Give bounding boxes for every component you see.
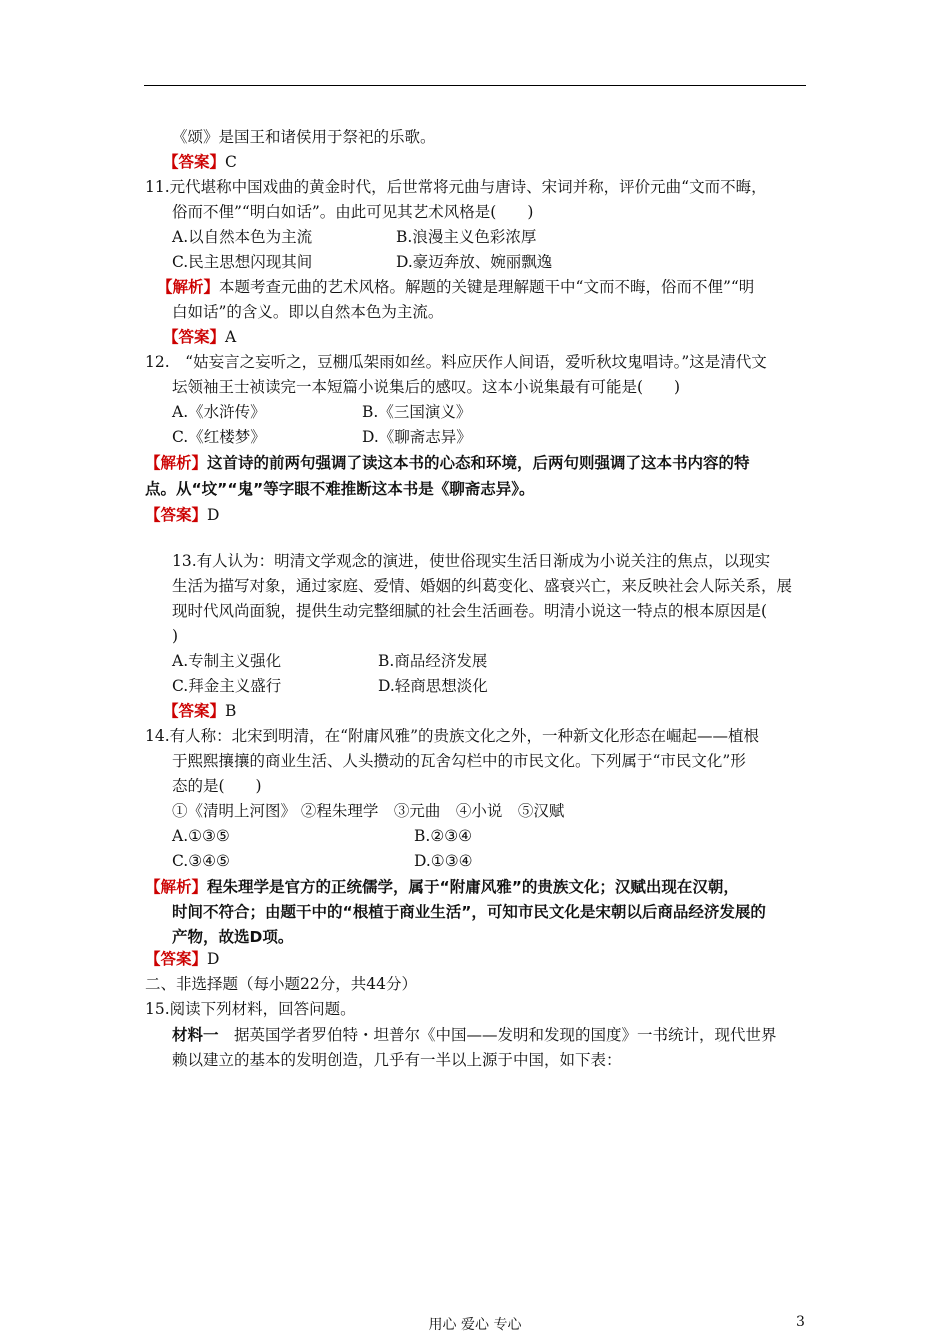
analysis-line — [145, 876, 739, 898]
analysis-tag: 【解析】 — [145, 454, 208, 472]
analysis-text: 这首诗的前两句强调了读这本书的心态和环境，后两句则强调了这本书内容的特 — [207, 454, 750, 472]
question-line: 生活为描写对象，通过家庭、爱情、婚姻的纠葛变化、盛衰兴亡，来反映社会人际关系，展 — [172, 577, 793, 595]
option-a: A.《水浒传》 — [172, 403, 266, 421]
answer-tag: 【答案】 — [163, 327, 226, 346]
question-line: 于熙熙攘攘的商业生活、人头攒动的瓦舍勾栏中的市民文化。下列属于“市民文化”形 — [172, 752, 746, 770]
question-line: 12. “姑妄言之妄听之，豆棚瓜架雨如丝。料应厌作人间语，爱听秋坟鬼唱诗。”这是清代文 — [145, 353, 767, 371]
page-number: 3 — [796, 1314, 805, 1330]
answer-line — [163, 151, 237, 173]
question-line: ) — [172, 627, 179, 645]
answer-tag: 【答案】 — [145, 505, 208, 524]
analysis-line: 产物，故选D项。 — [172, 928, 294, 946]
analysis-text: 程朱理学是官方的正统儒学，属于“附庸风雅”的贵族文化；汉赋出现在汉朝， — [207, 878, 739, 896]
footer-motto: 用心 爱心 专心 — [428, 1317, 522, 1333]
question-line: 11.元代堪称中国戏曲的黄金时代，后世常将元曲与唐诗、宋词并称，评价元曲“文而不晦， — [145, 178, 767, 196]
option-d: D.《聊斋志异》 — [362, 428, 472, 446]
material-text: 据英国学者罗伯特・坦普尔《中国——发明和发现的国度》一书统计，现代世界 — [218, 1026, 777, 1044]
analysis-line: 时间不符合；由题干中的“根植于商业生活”，可知市民文化是宋朝以后商品经济发展的 — [172, 903, 766, 921]
option-c: C.③④⑤ — [172, 852, 230, 870]
text-line: 《颂》是国王和诸侯用于祭祀的乐歌。 — [172, 128, 436, 146]
question-line: 14.有人称：北宋到明清，在“附庸风雅”的贵族文化之外，一种新文化形态在崛起——植根 — [145, 727, 760, 745]
analysis-line: 点。从“坟”“鬼”等字眼不难推断这本书是《聊斋志异》。 — [145, 480, 535, 498]
material-label: 材料一 — [172, 1025, 219, 1044]
analysis-tag: 【解析】 — [157, 277, 220, 296]
analysis-tag: 【解析】 — [145, 878, 208, 896]
answer-line — [145, 504, 219, 526]
option-a: A.专制主义强化 — [172, 652, 282, 670]
option-b: B.浪漫主义色彩浓厚 — [396, 228, 537, 246]
option-a: A.以自然本色为主流 — [172, 228, 313, 246]
option-b: B.商品经济发展 — [378, 652, 488, 670]
option-b: B.②③④ — [414, 827, 473, 845]
question-line: 13.有人认为：明清文学观念的演进，使世俗现实生活日渐成为小说关注的焦点，以现实 — [172, 552, 771, 570]
option-a: A.①③⑤ — [172, 827, 230, 845]
answer-line — [163, 326, 236, 348]
answer-tag: 【答案】 — [145, 949, 208, 968]
analysis-line — [157, 276, 754, 298]
option-d: D.①③④ — [414, 852, 473, 870]
answer-value: C — [225, 153, 237, 171]
question-line: 态的是( ) — [172, 777, 262, 795]
answer-value: B — [225, 702, 237, 720]
section-heading: 二、非选择题（每小题22分，共44分） — [145, 975, 417, 993]
answer-value: A — [225, 328, 237, 346]
material-line: 赖以建立的基本的发明创造，几乎有一半以上源于中国，如下表： — [172, 1051, 622, 1069]
option-c: C.《红楼梦》 — [172, 428, 266, 446]
analysis-line — [145, 452, 750, 474]
option-b: B.《三国演义》 — [362, 403, 472, 421]
answer-tag: 【答案】 — [163, 701, 226, 720]
question-line: 15.阅读下列材料，回答问题。 — [145, 1000, 356, 1018]
answer-tag: 【答案】 — [163, 152, 226, 171]
header-rule — [144, 85, 806, 86]
option-c: C.拜金主义盛行 — [172, 677, 282, 695]
question-line: 坛领袖王士祯读完一本短篇小说集后的感叹。这本小说集最有可能是( ) — [172, 378, 681, 396]
answer-line — [163, 700, 236, 722]
answer-value: D — [207, 950, 220, 968]
item-list: ①《清明上河图》 ②程朱理学 ③元曲 ④小说 ⑤汉赋 — [172, 802, 565, 820]
question-line: 俗而不俚”“明白如话”。由此可见其艺术风格是( ) — [172, 203, 534, 221]
analysis-line: 白如话”的含义。即以自然本色为主流。 — [172, 303, 444, 321]
option-d: D.轻商思想淡化 — [378, 677, 488, 695]
answer-line — [145, 948, 219, 970]
material-line — [172, 1024, 777, 1046]
question-line: 现时代风尚面貌，提供生动完整细腻的社会生活画卷。明清小说这一特点的根本原因是( — [172, 602, 768, 620]
option-c: C.民主思想闪现其间 — [172, 253, 313, 271]
analysis-text: 本题考查元曲的艺术风格。解题的关键是理解题干中“文而不晦，俗而不俚”“明 — [219, 278, 755, 296]
option-d: D.豪迈奔放、婉丽飘逸 — [396, 253, 553, 271]
answer-value: D — [207, 506, 220, 524]
